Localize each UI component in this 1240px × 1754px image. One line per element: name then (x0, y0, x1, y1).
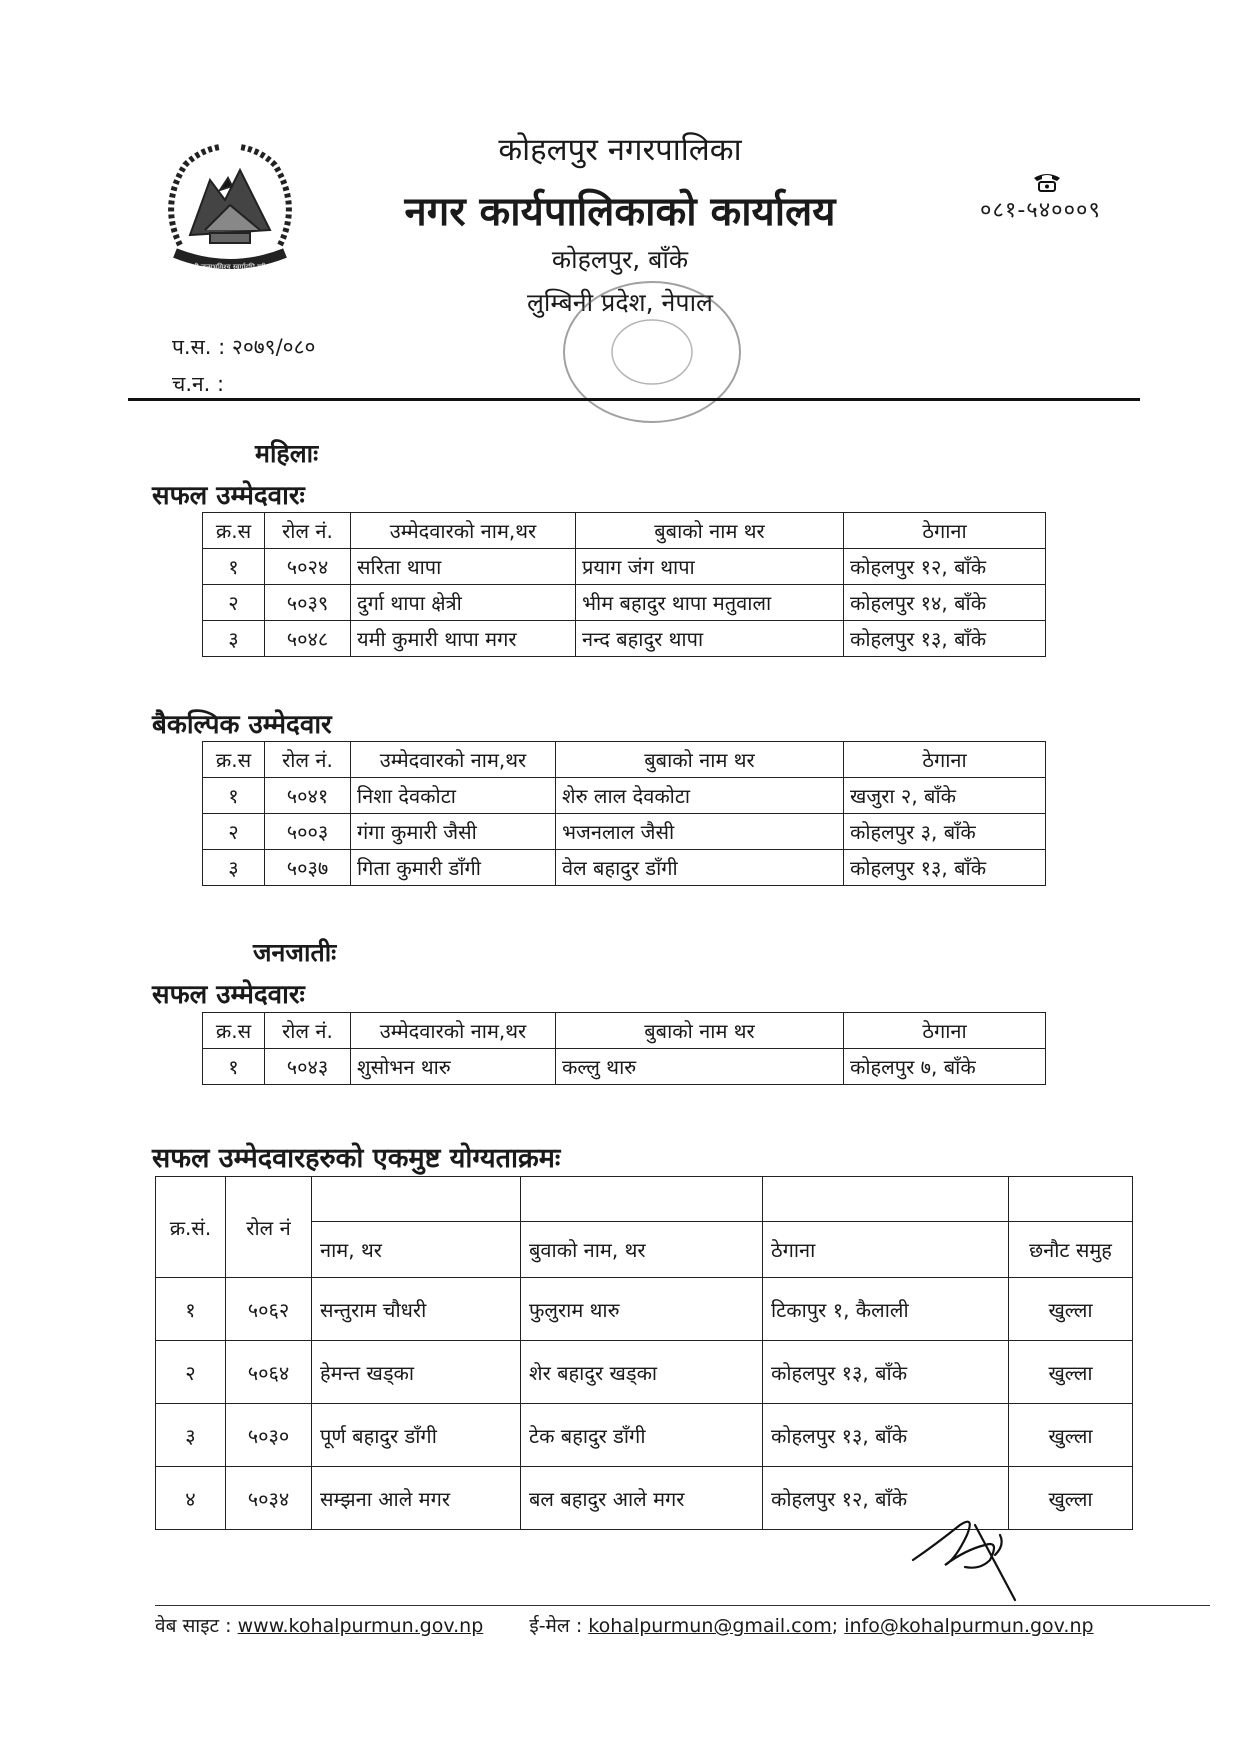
table-cell: कोहलपुर १४, बाँके (844, 585, 1046, 621)
category-janajati: जनजातीः (253, 938, 337, 967)
footer-divider (155, 1605, 1210, 1606)
women-alternate-table (202, 741, 1046, 886)
col-father: बुबाको नाम थर (556, 1013, 844, 1049)
table-cell: ५०३७ (265, 850, 351, 886)
table-cell: शेरु लाल देवकोटा (556, 778, 844, 814)
table-row (203, 814, 1046, 850)
table-row (156, 1404, 1133, 1467)
col-sn: क्र.स (203, 513, 265, 549)
signature-icon (905, 1505, 1035, 1610)
table-cell (1009, 1177, 1133, 1222)
table-cell: कोहलपुर १२, बाँके (844, 549, 1046, 585)
table-cell: १ (203, 1049, 265, 1085)
office-address-line1: कोहलपुर, बाँके (551, 245, 689, 274)
table-cell: यमी कुमारी थापा मगर (351, 621, 576, 657)
table-header-row (203, 742, 1046, 778)
website-link[interactable]: www.kohalpurmun.gov.np (237, 1615, 484, 1637)
table-cell: ५०३४ (226, 1467, 312, 1530)
table-cell: २ (203, 814, 265, 850)
table-cell: सरिता थापा (351, 549, 576, 585)
table-row (156, 1278, 1133, 1341)
col-sn: क्र.स (203, 742, 265, 778)
table-cell: शेर बहादुर खड्का (521, 1341, 763, 1404)
table-cell: ३ (203, 850, 265, 886)
merit-table (155, 1176, 1133, 1530)
email-label: ई-मेल : (529, 1615, 583, 1637)
email-separator: ; (831, 1615, 839, 1637)
table-cell: टेक बहादुर डाँगी (521, 1404, 763, 1467)
table-cell: कोहलपुर ७, बाँके (844, 1049, 1046, 1085)
office-stamp-icon (555, 270, 750, 435)
table-cell: बल बहादुर आले मगर (521, 1467, 763, 1530)
table-cell: भीम बहादुर थापा मतुवाला (576, 585, 844, 621)
col-roll: रोल नं. (265, 742, 351, 778)
table-cell: ५०३० (226, 1404, 312, 1467)
table-cell: खुल्ला (1009, 1341, 1133, 1404)
col-address: ठेगाना (844, 1013, 1046, 1049)
col-father: बुबाको नाम थर (556, 742, 844, 778)
women-successful-table (202, 512, 1046, 657)
table-cell: ५००३ (265, 814, 351, 850)
table-cell: खजुरा २, बाँके (844, 778, 1046, 814)
municipality-name: कोहलपुर नगरपालिका (498, 132, 742, 168)
table-cell: १ (203, 778, 265, 814)
col-roll: रोल नं. (265, 1013, 351, 1049)
reference-number: प.स. : २०७९/०८० (172, 335, 316, 359)
table-cell: फुलुराम थारु (521, 1278, 763, 1341)
table-cell: निशा देवकोटा (351, 778, 556, 814)
table-row (203, 621, 1046, 657)
col-address: ठेगाना (763, 1222, 1009, 1278)
table-cell: टिकापुर १, कैलाली (763, 1278, 1009, 1341)
dispatch-number: च.न. : (172, 372, 225, 396)
table-cell: हेमन्त खड्का (312, 1341, 521, 1404)
email-link-info[interactable]: info@kohalpurmun.gov.np (844, 1615, 1094, 1637)
table-cell (312, 1177, 521, 1222)
table-cell: खुल्ला (1009, 1467, 1133, 1530)
phone-number: ०८१-५४०००९ (980, 198, 1101, 223)
table-row (203, 850, 1046, 886)
table-cell: सम्झना आले मगर (312, 1467, 521, 1530)
table-cell (521, 1177, 763, 1222)
col-address: ठेगाना (844, 513, 1046, 549)
table-cell: ५०४८ (265, 621, 351, 657)
table-cell: कोहलपुर १३, बाँके (844, 850, 1046, 886)
table-cell: ३ (156, 1404, 226, 1467)
col-roll: रोल नं. (265, 513, 351, 549)
col-address: ठेगाना (844, 742, 1046, 778)
table-cell: ५०४३ (265, 1049, 351, 1085)
col-father: बुवाको नाम, थर (521, 1222, 763, 1278)
col-name: उम्मेदवारको नाम,थर (351, 1013, 556, 1049)
table-cell: ५०६२ (226, 1278, 312, 1341)
women-alternate-heading: बैकल्पिक उम्मेदवार (152, 710, 332, 740)
col-roll: रोल नं (226, 1177, 312, 1278)
table-cell: २ (203, 585, 265, 621)
col-name: उम्मेदवारको नाम,थर (351, 742, 556, 778)
table-cell: गंगा कुमारी जैसी (351, 814, 556, 850)
emblem-motto: जननी जन्मभूमिश्च स्वर्गादपि गरीयसी (183, 263, 277, 271)
table-cell: कोहलपुर १३, बाँके (763, 1341, 1009, 1404)
table-cell: ३ (203, 621, 265, 657)
table-cell: १ (156, 1278, 226, 1341)
phone-icon (1032, 170, 1062, 192)
category-women: महिलाः (255, 439, 319, 468)
women-successful-heading: सफल उम्मेदवारः (152, 481, 305, 511)
table-cell: ५०३९ (265, 585, 351, 621)
col-sn: क्र.सं. (156, 1177, 226, 1278)
table-cell: पूर्ण बहादुर डाँगी (312, 1404, 521, 1467)
table-header-row (203, 1013, 1046, 1049)
table-cell: सन्तुराम चौधरी (312, 1278, 521, 1341)
footer (155, 1612, 1094, 1638)
table-row (203, 585, 1046, 621)
table-row (203, 549, 1046, 585)
table-header-row (203, 513, 1046, 549)
table-cell: वेल बहादुर डाँगी (556, 850, 844, 886)
table-cell: कल्लु थारु (556, 1049, 844, 1085)
table-cell: खुल्ला (1009, 1278, 1133, 1341)
janajati-successful-heading: सफल उम्मेदवारः (152, 980, 305, 1010)
table-cell: गिता कुमारी डाँगी (351, 850, 556, 886)
table-cell: खुल्ला (1009, 1404, 1133, 1467)
office-title: नगर कार्यपालिकाको कार्यालय (404, 189, 836, 235)
header-divider (128, 398, 1140, 401)
table-cell: कोहलपुर १३, बाँके (763, 1404, 1009, 1467)
janajati-successful-table (202, 1012, 1046, 1085)
table-cell: ५०४१ (265, 778, 351, 814)
website-label: वेब साइट : (155, 1615, 232, 1637)
table-cell: ४ (156, 1467, 226, 1530)
office-address-line2: लुम्बिनी प्रदेश, नेपाल (526, 288, 714, 317)
merit-heading: सफल उम्मेदवारहरुको एकमुष्ट योग्यताक्रमः (152, 1143, 561, 1174)
table-cell: प्रयाग जंग थापा (576, 549, 844, 585)
table-header-row-top (156, 1177, 1133, 1222)
col-name: नाम, थर (312, 1222, 521, 1278)
table-row (203, 1049, 1046, 1085)
table-cell: २ (156, 1341, 226, 1404)
col-sn: क्र.स (203, 1013, 265, 1049)
table-cell: नन्द बहादुर थापा (576, 621, 844, 657)
table-cell: कोहलपुर १२, बाँके (763, 1467, 1009, 1530)
table-cell: ५०२४ (265, 549, 351, 585)
table-cell: शुसोभन थारु (351, 1049, 556, 1085)
table-cell: भजनलाल जैसी (556, 814, 844, 850)
table-row (156, 1341, 1133, 1404)
table-cell: ५०६४ (226, 1341, 312, 1404)
table-cell: दुर्गा थापा क्षेत्री (351, 585, 576, 621)
col-name: उम्मेदवारको नाम,थर (351, 513, 576, 549)
table-cell: १ (203, 549, 265, 585)
email-link-gmail[interactable]: kohalpurmun@gmail.com (588, 1615, 832, 1637)
table-cell (763, 1177, 1009, 1222)
table-cell: कोहलपुर ३, बाँके (844, 814, 1046, 850)
col-group: छनौट समुह (1009, 1222, 1133, 1278)
table-cell: कोहलपुर १३, बाँके (844, 621, 1046, 657)
col-father: बुबाको नाम थर (576, 513, 844, 549)
table-row (203, 778, 1046, 814)
